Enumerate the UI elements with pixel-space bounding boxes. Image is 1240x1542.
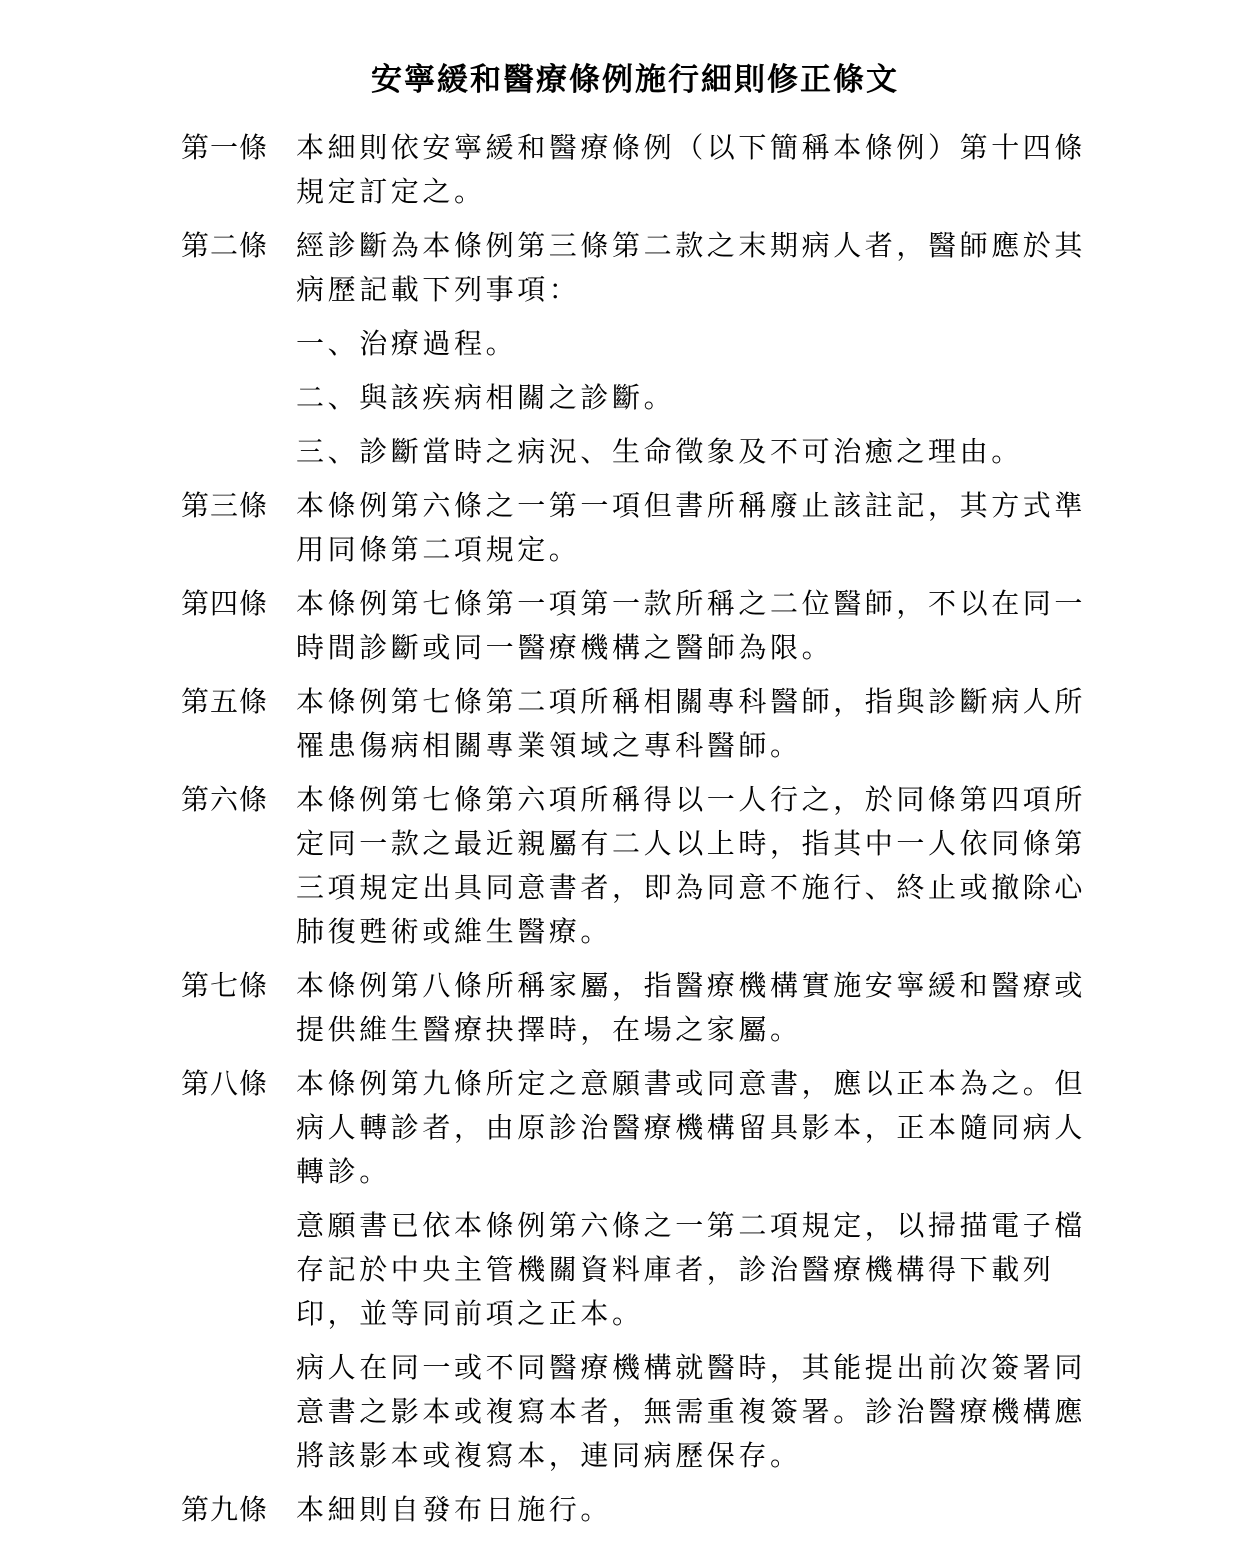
article — [181, 964, 1101, 1052]
article-body — [296, 1062, 1096, 1478]
article-paragraph: 本條例第八條所稱家屬，指醫療機構實施安寧緩和醫療或提供維生醫療抉擇時，在場之家屬。 — [296, 969, 1087, 1046]
article — [181, 1488, 1101, 1532]
article — [181, 582, 1101, 670]
article — [181, 1062, 1101, 1478]
article-paragraph: 本條例第七條第一項第一款所稱之二位醫師，不以在同一時間診斷或同一醫療機構之醫師為限。 — [296, 587, 1087, 664]
article-body — [296, 126, 1096, 214]
article-number: 第八條 — [181, 1067, 269, 1100]
article-number: 第六條 — [181, 783, 269, 816]
article-paragraph: 意願書已依本條例第六條之一第二項規定，以掃描電子檔存記於中央主管機關資料庫者，診治醫療機構得下載列印，並等同前項之正本。 — [296, 1209, 1087, 1330]
document-title: 安寧緩和醫療條例施行細則修正條文 — [371, 62, 899, 98]
article-number: 第三條 — [181, 489, 269, 522]
article-paragraph: 本條例第七條第二項所稱相關專科醫師，指與診斷病人所罹患傷病相關專業領域之專科醫師。 — [296, 685, 1087, 762]
article-number: 第二條 — [181, 229, 269, 262]
article-paragraph: 一、治療過程。 — [296, 327, 518, 360]
article-number: 第九條 — [181, 1493, 269, 1526]
article-paragraph: 本條例第七條第六項所稱得以一人行之，於同條第四項所定同一款之最近親屬有二人以上時，指其中一人依同條第三項規定出具同意書者，即為同意不施行、終止或撤除心肺復甦術或維生醫療。 — [296, 783, 1087, 948]
article-paragraph: 經診斷為本條例第三條第二款之末期病人者，醫師應於其病歷記載下列事項： — [296, 229, 1087, 306]
article-body — [296, 1488, 1096, 1532]
article-body — [296, 964, 1096, 1052]
article — [181, 484, 1101, 572]
article-number: 第七條 — [181, 969, 269, 1002]
article-paragraph: 本條例第九條所定之意願書或同意書，應以正本為之。但病人轉診者，由原診治醫療機構留具影本，正本隨同病人轉診。 — [296, 1067, 1087, 1188]
article-body — [296, 582, 1096, 670]
article — [181, 680, 1101, 768]
article-paragraph: 本細則依安寧緩和醫療條例（以下簡稱本條例）第十四條規定訂定之。 — [296, 131, 1087, 208]
article-body — [296, 680, 1096, 768]
article-paragraph: 本細則自發布日施行。 — [296, 1493, 613, 1526]
article-number: 第四條 — [181, 587, 269, 620]
article — [181, 126, 1101, 214]
article — [181, 224, 1101, 474]
article — [181, 778, 1101, 954]
article-body — [296, 484, 1096, 572]
article-list — [181, 126, 1101, 1542]
article-body — [296, 224, 1096, 474]
article-number: 第五條 — [181, 685, 269, 718]
article-paragraph: 二、與該疾病相關之診斷。 — [296, 381, 676, 414]
article-body — [296, 778, 1096, 954]
article-paragraph: 三、診斷當時之病況、生命徵象及不可治癒之理由。 — [296, 435, 1023, 468]
article-paragraph: 本條例第六條之一第一項但書所稱廢止該註記，其方式準用同條第二項規定。 — [296, 489, 1087, 566]
article-paragraph: 病人在同一或不同醫療機構就醫時，其能提出前次簽署同意書之影本或複寫本者，無需重複簽署。診治醫療機構應將該影本或複寫本，連同病歷保存。 — [296, 1351, 1087, 1472]
article-number: 第一條 — [181, 131, 269, 164]
